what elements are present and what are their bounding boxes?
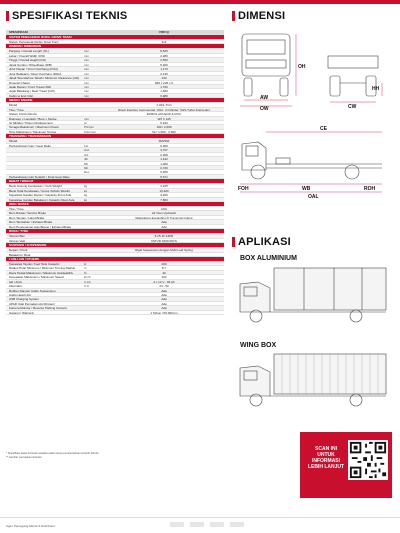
dim-label-hh: HH [372, 86, 380, 92]
spec-label: Perbandingan Gigi / Gear Ratio [9, 143, 51, 148]
spec-value: 8.25-16-14PR [154, 234, 174, 238]
spec-category-label: REM / BRAKE [9, 202, 29, 206]
spec-label [6, 170, 84, 173]
spec-label: Rem Rantai / Service Brake [9, 211, 47, 215]
spec-unit: mm [84, 58, 89, 62]
wing-box-truck-image [234, 350, 392, 412]
qr-panel [300, 432, 392, 498]
spec-unit [84, 297, 104, 300]
spec-value: 2 x 12 V - 65 Ah [153, 279, 175, 284]
qr-code[interactable] [348, 440, 388, 480]
spec-label: Ukuran Velg [9, 238, 26, 243]
side-view-front-wheel [251, 165, 265, 179]
spec-value: 6,369 [160, 170, 168, 174]
spec-value: 230 [161, 76, 167, 80]
spec-label: APAR (Alat Pemadam Api Ringan) [9, 301, 55, 306]
front-view-wheel-right [280, 78, 288, 96]
partner-logo [230, 522, 244, 527]
spec-label: Jarak Sumbu / Wheelbase (WB) [9, 62, 52, 67]
spec-label: Jejak Belakang / Rear Tread (CW) [9, 89, 55, 93]
spec-value: 1,442 [160, 157, 168, 161]
spec-value: 6STUD 1600.00CS [151, 238, 177, 243]
spec-header-value: FRR Q [159, 30, 169, 34]
spec-note: * Spesifikasi dapat berubah sewaktu-waktu tanpa pemberitahuan terlebih dahulu. [6, 452, 100, 455]
dim-label-ow: OW [260, 106, 269, 110]
side-view-window [246, 146, 258, 156]
spec-category-label: DIMENSI / DIMENSION [9, 44, 42, 49]
spec-unit: V-Ah [84, 279, 91, 284]
spec-value: 4 HK1-TCC [156, 103, 172, 107]
spec-label: Lebar / Overall Width (OW) [9, 53, 46, 58]
spec-unit: mm [84, 53, 89, 58]
side-view-rear-wheel [345, 165, 359, 179]
spec-unit: mm [84, 116, 89, 120]
spec-label: Kamera Mundur / Reverse Parking Camera [9, 306, 67, 310]
spec-unit: PS/rpm [84, 125, 95, 129]
application-title-wing-box: WING BOX [240, 342, 277, 349]
dim-label-cw: CW [348, 104, 357, 110]
spec-unit: mm [84, 67, 89, 71]
spec-label: Berat Total Kendaraan / Gross Vehicle Weight [9, 188, 70, 193]
application-section-header [232, 236, 291, 248]
spec-value: 6,980 [160, 93, 168, 98]
spec-unit: 5th [84, 161, 89, 165]
rear-view-wheel-left [330, 76, 340, 96]
spec-value: 1,760 [160, 84, 168, 89]
spec-category-label: RODA / TYRE [9, 229, 29, 234]
spec-category-label: SUSPENSI / SUSPENSION [9, 243, 47, 248]
spec-header-label: SPESIFIKASI [9, 30, 28, 34]
spec-label: Model [9, 103, 18, 107]
partner-logo [210, 522, 224, 527]
spec-label: Tinggi / Overall Height (OH) [9, 58, 46, 62]
spec-value: 2,135 [160, 71, 168, 76]
dim-label-oh: OH [298, 64, 306, 70]
spec-label: Depan / Front [9, 248, 28, 252]
spec-value: Ada [161, 301, 167, 306]
spec-unit: mm [84, 71, 89, 76]
spec-label: Daya Tanjak Maksimum / Maximum Gradeability [9, 270, 74, 275]
spec-unit: ltr [84, 261, 87, 266]
spec-value: 7,800 [160, 197, 168, 201]
application-section-title: APLIKASI [238, 236, 291, 248]
spec-value: 4x2 [161, 40, 167, 44]
front-rear-dimension-drawing [232, 28, 392, 110]
spec-unit: kg [84, 193, 88, 197]
spec-value: 190 / 2,600 [156, 125, 172, 129]
dim-label-wb: WB [302, 186, 311, 192]
spec-label: Tenaga Maksimum / Maximum Power [9, 125, 60, 129]
spec-label: Sistem Penggerak Roda / Drive Train [9, 40, 59, 44]
cargo-box [274, 268, 386, 310]
spec-label: Torsi Maksimum / Maximum Torque [9, 129, 57, 134]
spec-unit [84, 302, 104, 305]
spec-unit: mm [84, 49, 89, 53]
spec-unit: 1st [84, 143, 89, 148]
spec-value: 24 - 50 [159, 284, 169, 288]
spec-label: Belakang / Rear [9, 252, 31, 256]
spec-label: Jarak Terendah ke Tanah / Minimum Clearance (HH) [9, 76, 79, 80]
spec-value: 102 [161, 275, 167, 279]
spec-unit [84, 103, 104, 106]
section-marker [6, 11, 9, 21]
top-accent-bar [0, 0, 400, 4]
spec-label: Alternator [9, 284, 23, 288]
spec-category-label: SISTEM PENGGERAK RODA / DRIVE TRAIN [9, 35, 72, 39]
spec-unit: mm [84, 84, 89, 89]
spec-value: 115 X 125 [157, 116, 171, 120]
spec-value: Air Over Hydraulic [151, 211, 177, 215]
spec-unit: mm [84, 89, 89, 93]
spec-unit [84, 239, 104, 242]
spec-note: ** Gambar merupakan ilustrasi. [6, 455, 43, 459]
spec-label: Radius Putar Minimum / Minimum Turning Radius [9, 266, 76, 270]
spec-unit [84, 234, 104, 237]
spec-unit [84, 220, 104, 223]
rear-view-frame [328, 56, 378, 68]
spec-label: Kapasitas Tangki / Fuel Tank Capacity [9, 261, 60, 266]
side-dimension-drawing [232, 118, 392, 198]
spec-value: EURO4 with EGR & DOC [146, 112, 182, 116]
spec-value: 1 Tahun / 50,000 km [150, 310, 178, 315]
application-title-box-aluminium: BOX ALUMINIUM [240, 255, 297, 262]
spec-notes [6, 452, 224, 459]
spec-value: 52 / 1,600 - 2,600 [152, 129, 176, 134]
spec-label: Dimensi Chasis [9, 80, 30, 84]
partner-logo [190, 522, 204, 527]
spec-unit [84, 253, 104, 256]
spec-row [6, 311, 224, 315]
cab [240, 366, 270, 396]
spec-unit: 2nd [84, 148, 90, 152]
spec-unit [84, 175, 104, 178]
spec-category-label: LAIN-LAIN / OTHERS [9, 256, 39, 261]
spec-value: 840 x 225 x 6 [154, 80, 173, 84]
dimension-section-title: DIMENSI [238, 10, 286, 22]
dim-label-roh: ROH [364, 186, 376, 192]
spec-unit: 6th [84, 165, 89, 170]
spec-value: 40 [162, 270, 166, 275]
qr-caption: SCAN INI UNTUK INFORMASI LEBIH LANJUT [307, 446, 345, 470]
spec-label: USB Charging System [9, 297, 40, 301]
spec-value: 200 [161, 261, 167, 266]
spec-unit: 3rd [84, 152, 89, 157]
spec-label: Panjang / Overall Length (OL) [9, 49, 49, 53]
spec-unit: mm [84, 93, 89, 98]
front-view-grille [246, 60, 286, 68]
spec-label: Rem Tangan / Hand Brake [9, 215, 45, 220]
spec-value: Ada [161, 224, 167, 229]
spec-label: Tipe / Type [9, 207, 24, 211]
spec-header-unit [84, 30, 104, 34]
spec-label: Rem Tambahan / Exhaust Brake [9, 220, 53, 224]
spec-value: 8,625 [160, 49, 168, 53]
spec-unit: Rev [84, 170, 90, 174]
spec-label: Model [9, 139, 18, 143]
spec-unit [84, 216, 104, 219]
spec-value: Direct Injection Commonrail, OHC, 4 Cylinder, VGS Turbo Intercooler [118, 107, 210, 112]
spec-value: 8.7 [161, 266, 167, 270]
spec-label [6, 162, 84, 165]
spec-unit [84, 108, 104, 111]
spec-value: 2,550 [160, 58, 168, 62]
dim-label-aw: AW [260, 95, 269, 101]
spec-unit [84, 248, 104, 251]
spec-label: Perbandingan Gigi Terakhir / Final Gear Ratio [9, 174, 70, 179]
partner-logos [170, 522, 244, 527]
spec-label: Kecepatan Maksimum / Maximum Speed [9, 275, 64, 279]
spec-value: 1,660 [160, 89, 168, 93]
spec-unit: kg [84, 188, 88, 193]
spec-label: Kapasitas Gardan Belakang / Capacity Rear Axle [9, 197, 75, 201]
spec-unit [84, 311, 104, 314]
spec-label [6, 157, 84, 160]
spec-value: 6,369 [160, 143, 168, 148]
spec-value: MZZ6W [158, 139, 170, 143]
spec-unit: mm [84, 76, 89, 80]
spec-unit [84, 289, 104, 292]
spec-label: Aki / Accu [9, 279, 23, 284]
spec-value: Rigid Suspension dengan Multi Leaf Spring [135, 248, 193, 252]
spec-label: Ukuran Ban [9, 234, 25, 238]
spec-unit [84, 112, 104, 115]
spec-unit: % [84, 270, 87, 275]
dimension-section-header [232, 10, 285, 22]
spec-unit [84, 40, 104, 43]
spec-label [6, 153, 84, 156]
spec-label: Isi Silinder / Piston Displacement [9, 121, 53, 125]
spec-unit: m [84, 266, 87, 270]
spec-label: Kapasitas Gardan Depan / Capacity Front Axle [9, 193, 72, 197]
spec-unit: km/h [84, 275, 91, 279]
spec-section-title: SPESIFIKASI TEKNIS [12, 10, 128, 22]
side-view-fuel-tank [276, 158, 290, 164]
spec-value: Ada [161, 297, 167, 301]
spec-unit [84, 293, 104, 296]
spec-label: Berat Kosong Kendaraan / Curb Weight [9, 184, 62, 188]
section-marker [232, 11, 235, 21]
spec-value: 5,200 [160, 62, 168, 67]
spec-value: 1,170 [160, 67, 168, 71]
cab [240, 282, 270, 312]
spec-value: 2,280 [160, 53, 168, 58]
spec-value: Ada [161, 220, 167, 224]
spec-label: Julur Belakang / Rear Overhang (ROH) [9, 71, 62, 76]
box-aluminium-truck-image [234, 264, 392, 328]
spec-unit: Kgm/rpm [84, 129, 97, 134]
spec-label: Jejak Depan / Front Tread (AW) [9, 84, 52, 89]
spec-unit: V-A [84, 284, 89, 288]
spec-section-header [6, 10, 127, 22]
front-view-windshield [247, 40, 285, 54]
spec-label [6, 148, 84, 151]
spec-value: Ada [161, 288, 167, 292]
spec-label: Rubber Damper Cabin Suspension [9, 288, 56, 292]
spec-unit [84, 306, 104, 309]
spec-value: 10,400 [159, 188, 169, 193]
spec-label: Diameter x Langkah / Bore x Stroke [9, 116, 57, 120]
spec-table [6, 30, 224, 315]
footer [0, 517, 400, 533]
spec-unit [84, 225, 104, 228]
spec-unit: mm [84, 62, 89, 67]
spec-label: Sistem Kontrol Emisi [9, 112, 37, 116]
spec-value: 5,193 [160, 121, 168, 125]
front-view-wheel-left [244, 78, 252, 96]
spec-category-label: BERAT / WEIGHT [9, 179, 34, 184]
dim-label-foh: FOH [238, 186, 249, 192]
spec-value: Ada [161, 306, 167, 310]
spec-label: Julur Depan / Front Overhang (FOH) [9, 67, 58, 71]
spec-unit [84, 139, 104, 142]
spec-unit: cc [84, 121, 87, 125]
spec-value: 0,726 [160, 165, 168, 170]
footer-distributor-text: Agen Pemegang Merek & Distributor: [6, 524, 56, 528]
spec-value: 3,225 [160, 184, 168, 188]
spec-category-label: MESIN / ENGINE [9, 98, 33, 103]
spec-value [104, 253, 224, 256]
spec-value: Ada [161, 293, 167, 297]
spec-value: 3,200 [160, 193, 168, 197]
spec-label: Tipe / Type [9, 107, 24, 112]
dim-label-oal: OAL [308, 194, 319, 198]
spec-value: Mekanisme Expanding di Transmisi Output [135, 215, 193, 220]
spec-label: Cabin to End (CE) [9, 93, 34, 98]
spec-label [6, 166, 84, 169]
spec-value: 3,767 [160, 148, 168, 152]
spec-unit: kg [84, 197, 88, 201]
spec-label: Rem Pengereman Gas Buang / Exhaust Brake [9, 224, 72, 229]
dim-label-ce: CE [320, 126, 327, 132]
spec-category-label: TRANSMISI / TRANSMISSION [9, 134, 52, 139]
spec-unit: mm [84, 80, 89, 84]
spec-unit: 4th [84, 157, 89, 161]
section-marker [232, 237, 235, 247]
spec-value: 1,000 [160, 161, 168, 165]
spec-label: Garansi / Warranty [9, 310, 35, 315]
spec-unit [84, 211, 104, 214]
spec-value: 5,571 [160, 174, 168, 179]
spec-label: Audio Head Unit [9, 293, 31, 297]
partner-logo [170, 522, 184, 527]
spec-value: 2,308 [160, 152, 168, 157]
spec-value: AOH [160, 207, 168, 211]
spec-unit: kg [84, 184, 88, 188]
spec-unit [84, 207, 104, 210]
